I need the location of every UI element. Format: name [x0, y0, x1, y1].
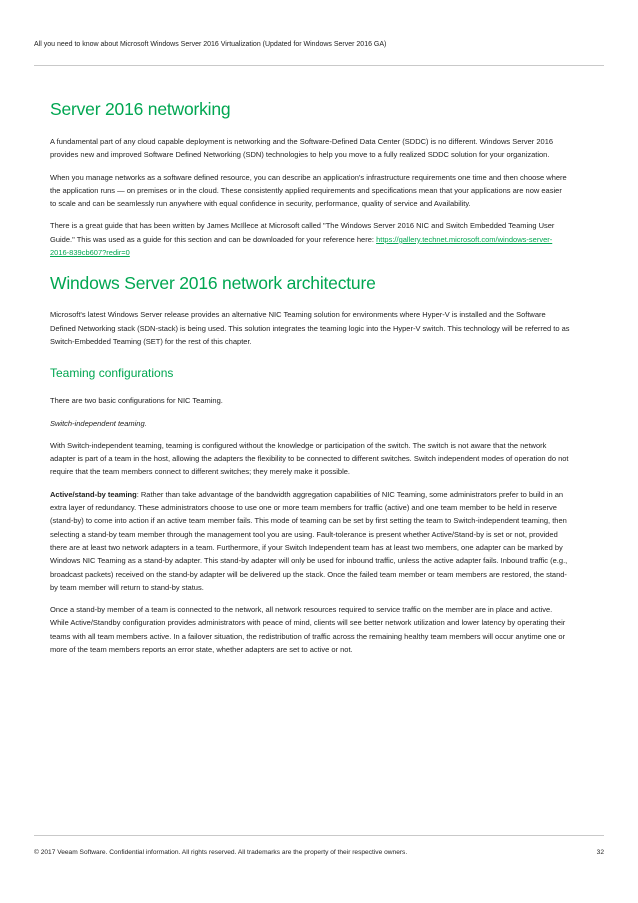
paragraph-text: : Rather than take advantage of the bandwidth aggregation capabilities of NIC Teaming, some administrators prefer to build in an extra layer of redundancy. These administrators choose to use one or more team members for traffic (active) and one team member to be held in reserve (stand-by) to come into action if an active team member fails. This mode of teaming can be set by first setting the team to Switch-independent teaming, then selecting a stand-by team member through the management tool you are using. Fault-tolerance is present whether Active/Stand-by is set or not, provided there are at least two network adapters in a team. Furthermore, if your Switch Independent team has at least two members, one adapter can be marked by Windows NIC Teaming as a stand-by adapter. This stand-by adapter will only be used for inbound traffic, unless the active adapter fails. Inbound traffic (e.g., broadcast packets) received on the stand-by adapter will be delivered up the stack. Once the failed team member or team members are restored, the stand-by team member will return to stand-by status. [50, 489, 568, 592]
section-title-server-networking: Server 2016 networking [50, 99, 231, 119]
paragraph-with-link [50, 219, 570, 259]
paragraph: Microsoft's latest Windows Server release provides an alternative NIC Teaming solution for environments where Hyper-V is installed and the Software Defined Networking stack (SDN-stack) is being used. This solution integrates the teaming logic into the Hyper-V switch. This technology will be referred to as Switch-Embedded Teaming (SET) for the rest of this chapter. [50, 310, 570, 346]
header-divider [34, 65, 604, 66]
paragraph-active-standby [50, 488, 570, 594]
page-number: 32 [596, 849, 604, 856]
subsection-title-teaming-configurations: Teaming configurations [50, 366, 174, 381]
italic-term: Switch-independent teaming. [50, 418, 147, 428]
paragraph: Once a stand-by member of a team is connected to the network, all network resources required to service traffic on the member are in place and active. While Active/Standby configuration provides administrators with peace of mind, clients will see better network utilization and lower latency by operating their teams with all team members active. In a failover situation, the redistribution of traffic across the remaining healthy team members will occur anytime one or more of the team members reports an error state, whether adapters are set to active or not. [50, 605, 566, 655]
running-header: All you need to know about Microsoft Windows Server 2016 Virtualization (Updated for Windows Server 2016 GA) [34, 41, 387, 48]
paragraph-text: There is a great guide that has been written by James McIllece at Microsoft called "The Windows Server 2016 NIC and Switch Embedded Teaming User Guide." This was used as a guide for this section and can be downloaded for your reference here: [50, 221, 555, 244]
footer-copyright: © 2017 Veeam Software. Confidential information. All rights reserved. All trademarks are the property of their respective owners. [34, 849, 408, 856]
page-content [50, 99, 570, 665]
paragraph: When you manage networks as a software defined resource, you can describe an application's infrastructure requirements one time and then choose where the application runs — on premises or in the cloud. These consistently applied requirements and specifications mean that your applications are now easier to scale and can be seamlessly run anywhere with equal confidence in security, performance, quality of service and Availability. [50, 172, 567, 209]
paragraph: There are two basic configurations for NIC Teaming. [50, 396, 223, 406]
bold-term: Active/stand-by teaming [50, 489, 137, 499]
footer-divider [34, 835, 604, 836]
paragraph: With Switch-independent teaming, teaming is configured without the knowledge or participation of the switch. The switch is not aware that the network adapter is part of a team in the host, allowing the adapters the flexibility to be connected to different switches. Switch independent modes of operation do not require that the team members connect to different switches; they merely make it possible. [50, 440, 569, 477]
guide-download-link[interactable]: https://gallery.technet.microsoft.com/windows-server-2016-839cb607?redir=0 [50, 234, 553, 258]
section-title-network-architecture: Windows Server 2016 network architecture [50, 273, 376, 294]
paragraph: A fundamental part of any cloud capable deployment is networking and the Software-Defined Data Center (SDDC) is no different. Windows Server 2016 provides new and improved Software Defined Networking (SDN) technologies to help you move to a fully realized SDDC solution for your organization. [50, 137, 554, 160]
